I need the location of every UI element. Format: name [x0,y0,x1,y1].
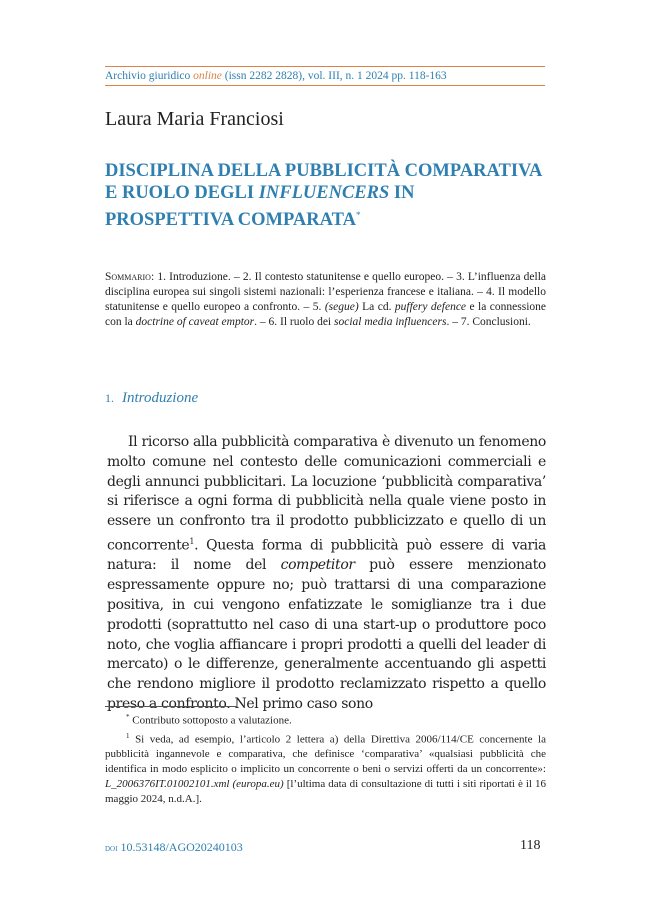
page-number: 118 [520,838,541,853]
doi[interactable] [105,840,243,855]
article-title [105,160,545,231]
section-title: Introduzione [122,390,199,406]
doi-value[interactable]: 10.53148/AGO20240103 [120,840,243,854]
summary-segue: (segue) [324,301,359,313]
body-text [107,433,546,715]
summary-text-5: . – 7. Conclusioni. [446,316,531,328]
title-footnote-mark: * [355,210,361,220]
footnote-1-mark: 1 [126,731,130,740]
doi-label: doi [105,843,118,854]
footnote-1-text-b: [l’ultima data di consultazione di tutti i siti riportati è il 16 maggio 2024, n.d.A.]. [105,778,546,806]
summary-text-3: e la connessione con la [105,301,547,328]
summary-smi: social media influencers [334,316,447,328]
body-text-2: . Questa forma di pubblicità può essere di varia natura: il nome del [107,537,546,574]
author-name: Laura Maria Franciosi [105,108,284,130]
section-heading [105,390,198,407]
footnotes [105,710,546,807]
footnote-star [105,710,546,729]
footnote-ref-1[interactable]: 1 [189,536,195,546]
footnote-divider [105,706,237,707]
journal-online: online [193,70,222,82]
section-number: 1. [105,391,114,405]
journal-name: Archivio giuridico [105,70,191,82]
body-text-1: Il ricorso alla pubblicità comparativa è divenuto un fenomeno molto comune nel contesto delle comunicazioni commerciali e degli annunci pubblicitari. La locuzione ‘pubblicità comparativa’ si riferisce a ogni forma di pubblicità nella quale viene posto in essere un confronto tra il prodotto pubblicizzato e quello di un concorrente [107,434,546,554]
summary-puffery: puffery defence [394,301,467,313]
body-paragraph [107,433,546,715]
body-competitor: competitor [280,557,355,574]
journal-header [105,66,545,86]
title-italic: INFLUENCERS [258,183,390,203]
footnote-star-mark: * [126,713,130,721]
summary-doctrine: doctrine of caveat emptor [135,316,255,328]
summary-text-1: 1. Introduzione. – 2. Il contesto statunitense e quello europeo. – 3. L’influenza della disciplina europea sui singoli sistemi nazionali: l’esperienza francese e italiana. – 4. Il modello statunitense e quello europeo a confronto. – 5. [105,271,546,313]
summary-text-2: La cd. [358,301,395,313]
journal-details: (issn 2282 2828), vol. III, n. 1 2024 pp. 118-163 [224,70,447,82]
summary-label: Sommario: [105,271,155,283]
title-part-a: DISCIPLINA DELLA PUBBLICITÀ COMPARATIVA E RUOLO DEGLI [105,161,542,203]
footnote-1-text-a: Si veda, ad esempio, l’articolo 2 lettera a) della Direttiva 2006/114/CE concernente la pubblicità ingannevole e comparativa, che definisce ‘comparativa’ «qualsiasi pubblicità che identifica in modo esplicito o implicito un concorrente o beni o servizi offerti da un concorrente»: [105,733,546,776]
summary [105,270,546,330]
summary-text-4: . – 6. Il ruolo dei [254,316,334,328]
footnote-1 [105,729,546,808]
footnote-star-text: Contributo sottoposto a valutazione. [129,714,292,727]
title-part-b: IN PROSPETTIVA COMPARATA [105,183,415,231]
footnote-1-link[interactable]: L_2006376IT.01002101.xml (europa.eu) [105,778,284,791]
body-text-3: può essere menzionato espressamente oppure no; può trattarsi di una comparazione positiva, in cui vengono enfatizzate le somiglianze tra i due prodotti (soprattutto nel caso di una start-up o produttore poco noto, che voglia affiancare i propri prodotti a quelli del leader di mercato) o le differenze, generalmente accentuando gli aspetti che rendono migliore il prodotto reclamizzato rispetto a quello preso a confronto. Nel primo caso sono [107,557,547,713]
